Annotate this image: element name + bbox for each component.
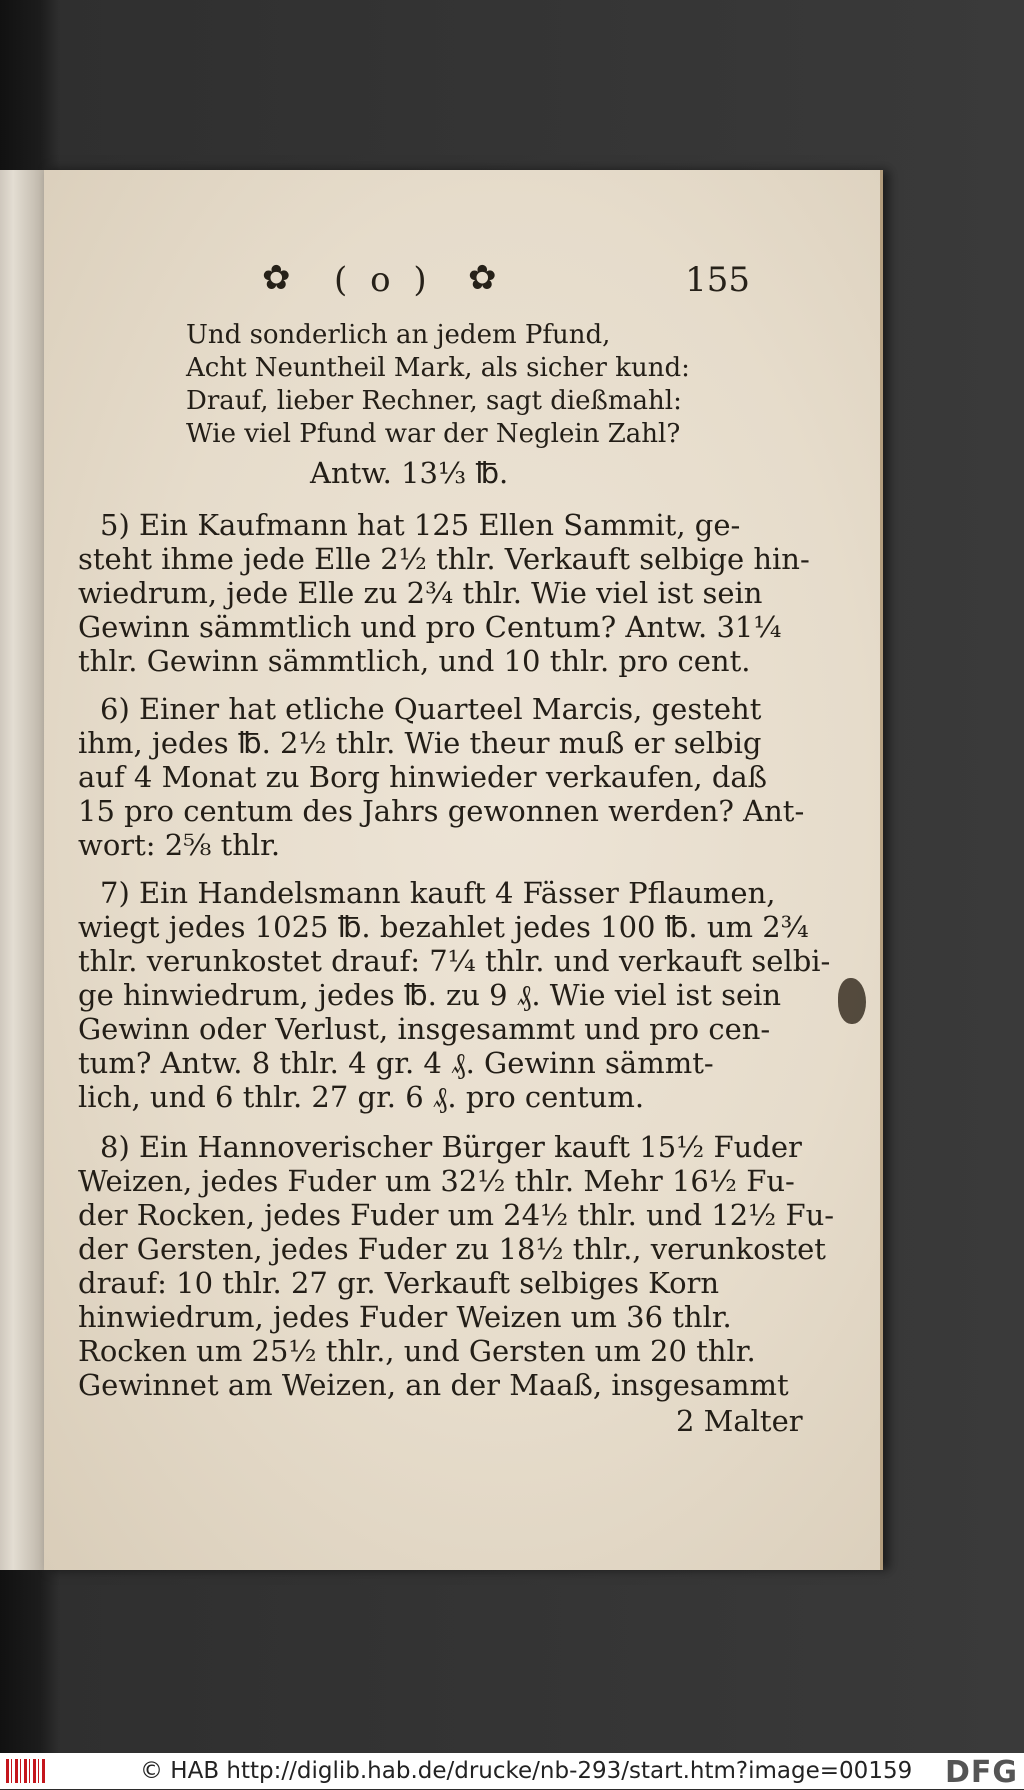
verse-line: Wie viel Pfund war der Neglein Zahl? [186, 419, 681, 449]
verse-answer: Antw. 13⅓ ℔. [310, 456, 509, 490]
verse-line: Drauf, lieber Rechner, sagt dießmahl: [186, 386, 682, 416]
book-page [44, 170, 883, 1570]
paragraph-line: steht ihme jede Elle 2½ thlr. Verkauft selbige hin- [78, 542, 810, 576]
dfg-logo: DFG [944, 1755, 1018, 1790]
footer-bar [0, 1753, 1024, 1789]
paragraph-line: ge hinwiedrum, jedes ℔. zu 9 ₰. Wie viel ist sein [78, 978, 782, 1012]
paragraph-line: wort: 2⅝ thlr. [78, 828, 281, 862]
paragraph-line: 15 pro centum des Jahrs gewonnen werden? Ant- [78, 794, 805, 828]
paragraph-line: Weizen, jedes Fuder um 32½ thlr. Mehr 16½ Fu- [78, 1164, 795, 1198]
catchword: 2 Malter [676, 1404, 803, 1438]
paragraph-line: thlr. Gewinn sämmtlich, und 10 thlr. pro cent. [78, 644, 751, 678]
page-number: 155 [685, 260, 750, 300]
flower-ornament-icon: ✿ [262, 258, 291, 298]
page-marker: ( o ) [334, 260, 433, 300]
paragraph-line: 6) Einer hat etliche Quarteel Marcis, gesteht [100, 692, 762, 726]
book-spine-edge [0, 170, 44, 1570]
paragraph-line: 5) Ein Kaufmann hat 125 Ellen Sammit, ge- [100, 508, 741, 542]
paragraph-line: ihm, jedes ℔. 2½ thlr. Wie theur muß er selbig [78, 726, 762, 760]
paragraph-line: Rocken um 25½ thlr., und Gersten um 20 thlr. [78, 1334, 756, 1368]
verse-line: Und sonderlich an jedem Pfund, [186, 320, 611, 350]
paragraph-line: drauf: 10 thlr. 27 gr. Verkauft selbiges Korn [78, 1266, 720, 1300]
ink-smudge [838, 978, 866, 1024]
paragraph-line: wiegt jedes 1025 ℔. bezahlet jedes 100 ℔. um 2¾ [78, 910, 809, 944]
paragraph-line: wiedrum, jede Elle zu 2¾ thlr. Wie viel ist sein [78, 576, 763, 610]
paragraph-line: auf 4 Monat zu Borg hinwieder verkaufen, daß [78, 760, 768, 794]
paragraph-line: hinwiedrum, jedes Fuder Weizen um 36 thlr. [78, 1300, 732, 1334]
paragraph-line: Gewinn sämmtlich und pro Centum? Antw. 31¼ [78, 610, 782, 644]
paragraph-line: tum? Antw. 8 thlr. 4 gr. 4 ₰. Gewinn sämmt- [78, 1046, 714, 1080]
page-header [44, 258, 880, 306]
paragraph-line: der Gersten, jedes Fuder zu 18½ thlr., verunkostet [78, 1232, 826, 1266]
paragraph-line: thlr. verunkostet drauf: 7¼ thlr. und verkauft selbi- [78, 944, 831, 978]
paragraph-line: 7) Ein Handelsmann kauft 4 Fässer Pflaumen, [100, 876, 776, 910]
paragraph-line: 8) Ein Hannoverischer Bürger kauft 15½ Fuder [100, 1130, 802, 1164]
paragraph-line: Gewinnet am Weizen, an der Maaß, insgesammt [78, 1368, 789, 1402]
hab-logo-icon [6, 1759, 46, 1783]
paragraph-line: Gewinn oder Verlust, insgesammt und pro cen- [78, 1012, 771, 1046]
source-credit[interactable]: © HAB http://diglib.hab.de/drucke/nb-293/start.htm?image=00159 [140, 1758, 913, 1784]
paragraph-line: lich, und 6 thlr. 27 gr. 6 ₰. pro centum. [78, 1080, 645, 1114]
paragraph-line: der Rocken, jedes Fuder um 24½ thlr. und 12½ Fu- [78, 1198, 835, 1232]
verse-line: Acht Neuntheil Mark, als sicher kund: [186, 353, 690, 383]
flower-ornament-icon: ✿ [468, 258, 497, 298]
